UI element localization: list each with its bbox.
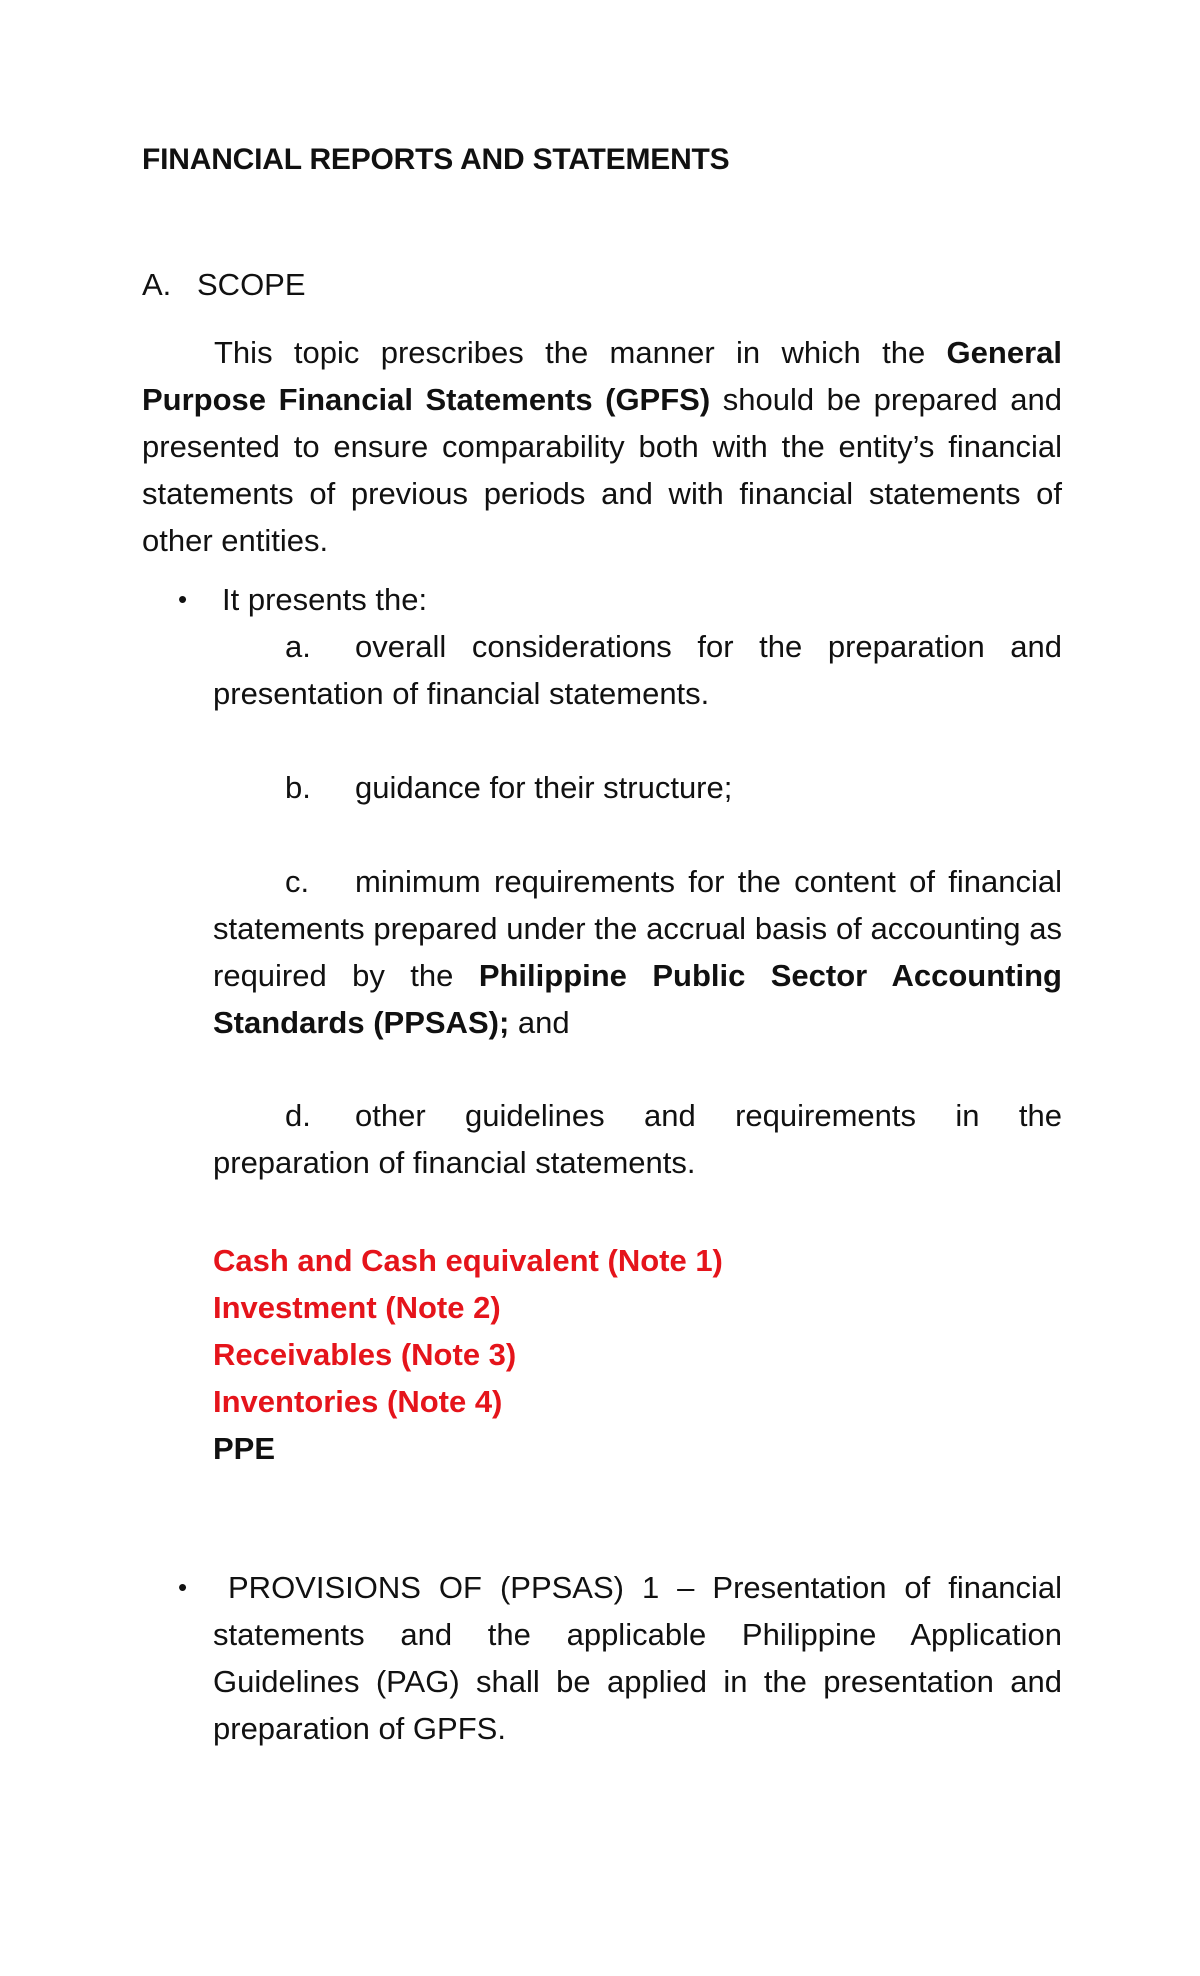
item-mark: a. [285,629,311,664]
section-heading [142,267,306,303]
notes-list [213,1237,723,1472]
provisions-text: PROVISIONS OF (PPSAS) 1 – Presentation of financial statements and the applicable Philippine Application Guidelines (PAG) shall be applied in the presentation and preparation of GPFS. [213,1570,1062,1746]
intro-text-2: should be prepared and presented to ensure comparability both with the entity’s financial statements of previous periods and with financial statements of other entities. [142,382,1062,558]
bullet-dot-icon: • [178,584,188,614]
list-item-c [213,858,1062,1046]
ppsas-term: Philippine Public Sector Accounting Standards (PPSAS); [213,958,1062,1040]
list-item-d [213,1092,1062,1186]
intro-text-1: This topic prescribes the manner in which the [214,335,947,370]
bullet-it-presents [142,576,1062,623]
section-letter: A. [142,267,172,302]
item-mark: d. [285,1098,311,1133]
list-item-b [213,764,1062,811]
note-ppe: PPE [213,1431,276,1466]
note-inventories: Inventories (Note 4) [213,1384,503,1419]
gpfs-term: General Purpose Financial Statements (GPFS) [142,335,1062,417]
item-text: guidance for their structure; [355,770,733,805]
item-text: overall considerations for the preparation and presentation of financial statements. [213,629,1062,711]
note-investment: Investment (Note 2) [213,1290,501,1325]
bullet-dot-icon: • [178,1572,188,1602]
item-text: minimum requirements for the content of financial statements prepared under the accrual basis of accounting as required by the [213,864,1062,993]
item-text-end: and [509,1005,570,1040]
note-receivables: Receivables (Note 3) [213,1337,517,1372]
item-text: other guidelines and requirements in the preparation of financial statements. [213,1098,1062,1180]
bullet-text: It presents the: [222,582,428,617]
list-item-a [213,623,1062,717]
document-title: FINANCIAL REPORTS AND STATEMENTS [142,143,730,176]
note-cash: Cash and Cash equivalent (Note 1) [213,1243,723,1278]
item-mark: c. [285,864,310,899]
section-title: SCOPE [197,267,306,302]
intro-paragraph [142,329,1062,564]
item-mark: b. [285,770,311,805]
